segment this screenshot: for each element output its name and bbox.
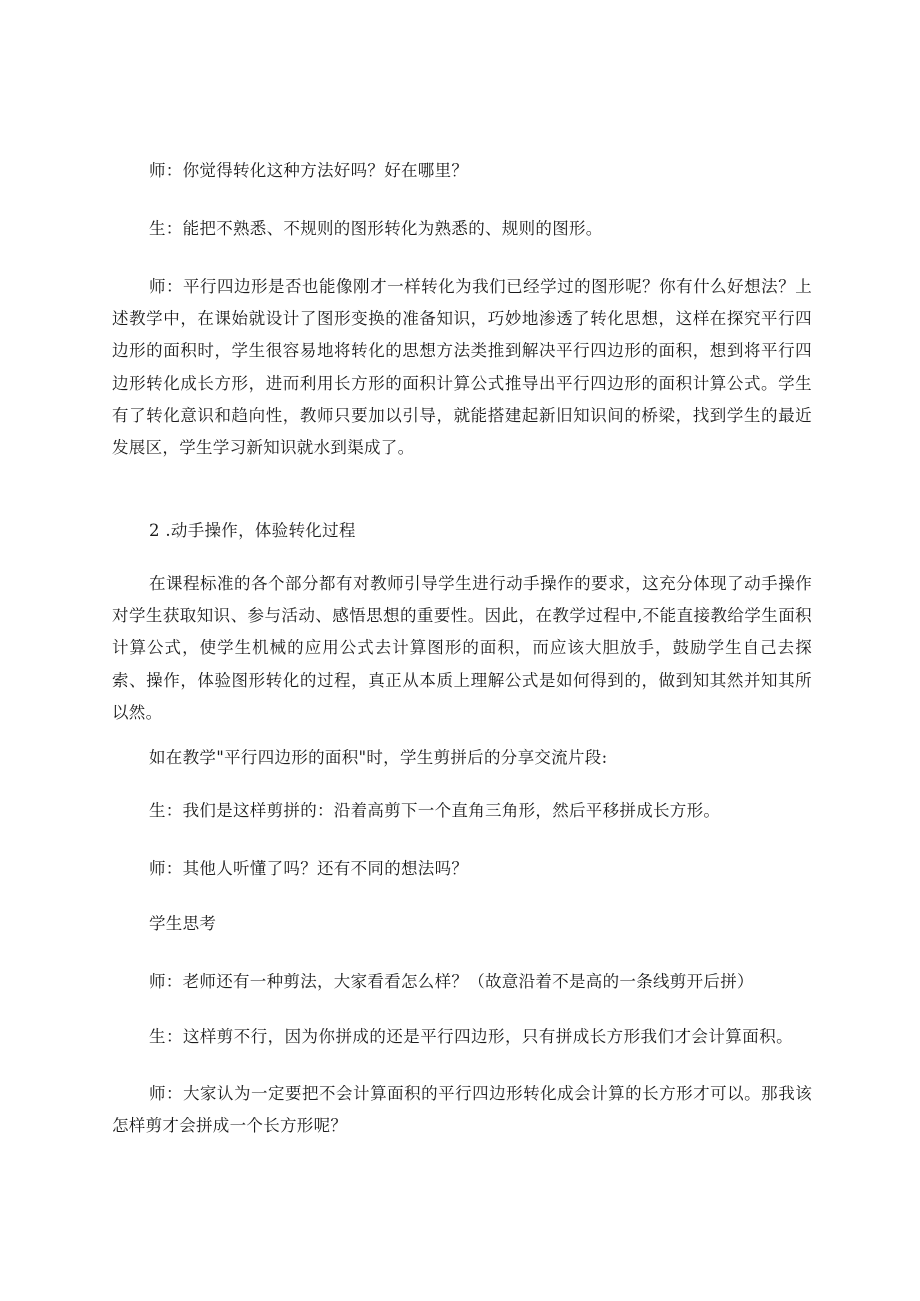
stage-direction: 学生思考 [149,914,217,933]
paragraph-example-intro: 如在教学"平行四边形的面积"时，学生剪拼后的分享交流片段: [149,748,608,767]
dialogue-student-answer: 生：能把不熟悉、不规则的图形转化为熟悉的、规则的图形。 [149,219,603,238]
dialogue-teacher-followup: 师：其他人听懂了吗？还有不同的想法吗？ [149,859,469,878]
dialogue-teacher-alternative: 师：老师还有一种剪法，大家看看怎么样？（故意沿着不是高的一条线剪开后拼） [149,972,754,991]
dialogue-teacher-summary: 师：大家认为一定要把不会计算面积的平行四边形转化成会计算的长方形才可以。那我该怎样剪才会拼成一个长方形呢？ [112,1084,812,1136]
dialogue-student-objection: 生：这样剪不行，因为你拼成的还是平行四边形，只有拼成长方形我们才会计算面积。 [149,1027,794,1046]
dialogue-teacher-question: 师：你觉得转化这种方法好吗？好在哪里？ [149,161,469,180]
paragraph-hands-on: 在课程标准的各个部分都有对教师引导学生进行动手操作的要求，这充分体现了动手操作对学生获取知识、参与活动、感悟思想的重要性。因此，在教学过程中,不能直接教给学生面积计算公式，使学生机械的应用公式去计算图形的面积，而应该大胆放手，鼓励学生自己去探索、操作，体验图形转化的过程，真正从本质上理解公式是如何得到的，做到知其然并知其所以然。 [112,574,812,722]
section-heading: 2 .动手操作，体验转化过程 [149,521,356,540]
paragraph-teaching-analysis: 师：平行四边形是否也能像刚才一样转化为我们已经学过的图形呢？你有什么好想法？上述教学中，在课始就设计了图形变换的准备知识，巧妙地渗透了转化思想，这样在探究平行四边形的面积时，学生很容易地将转化的思想方法类推到解决平行四边形的面积，想到将平行四边形转化成长方形，进而利用长方形的面积计算公式推导出平行四边形的面积计算公式。学生有了转化意识和趋向性，教师只要加以引导，就能搭建起新旧知识间的桥梁，找到学生的最近发展区，学生学习新知识就水到渠成了。 [112,277,812,458]
dialogue-student-method: 生：我们是这样剪拼的：沿着高剪下一个直角三角形，然后平移拼成长方形。 [149,801,721,820]
